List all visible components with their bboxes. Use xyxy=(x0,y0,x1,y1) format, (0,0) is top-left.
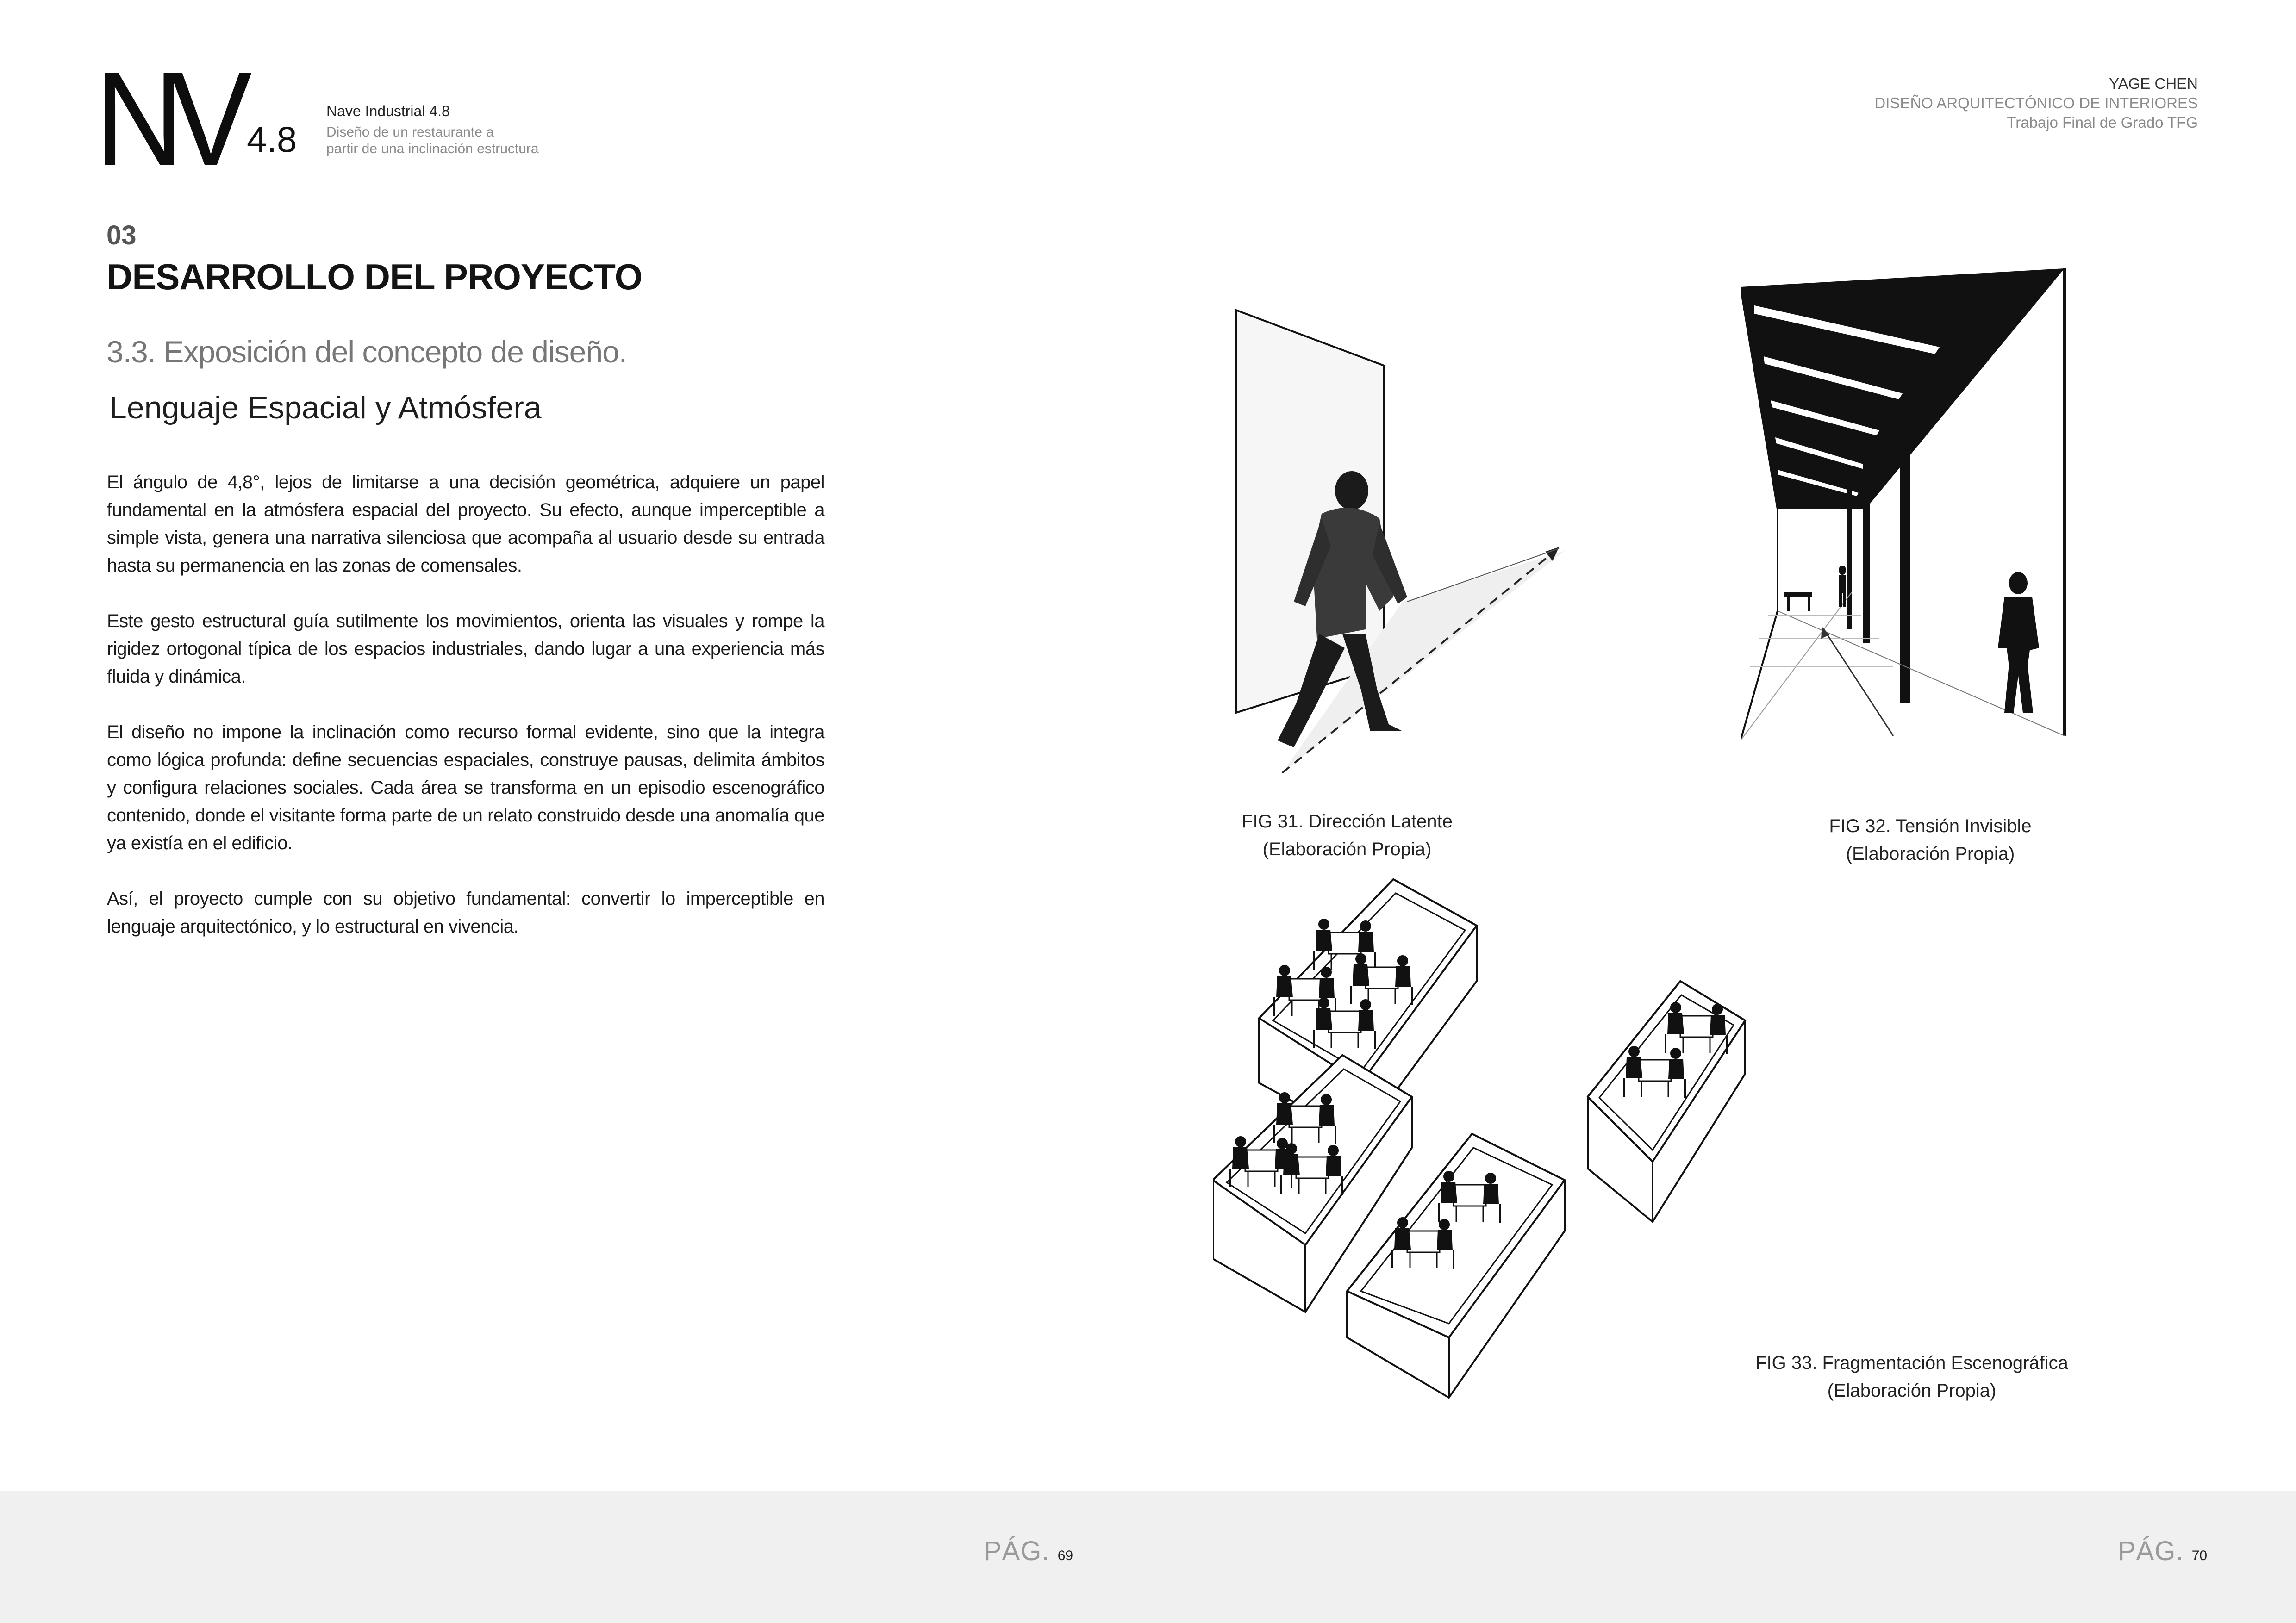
figure-32-title: FIG 32. Tensión Invisible xyxy=(1829,816,2032,836)
figure-31-caption xyxy=(1185,808,1509,863)
author-name: YAGE CHEN xyxy=(2109,75,2198,92)
page-label-right: PÁG. xyxy=(2118,1536,2184,1566)
footer-bar xyxy=(0,1491,2296,1623)
page-num-left: 69 xyxy=(1057,1548,1073,1563)
figure-31-illustration xyxy=(1213,296,1592,810)
figure-33-caption xyxy=(1713,1349,2111,1405)
page-label-left: PÁG. xyxy=(984,1536,1050,1566)
logo-number: 4.8 xyxy=(247,119,297,160)
section-title: DESARROLLO DEL PROYECTO xyxy=(106,256,643,297)
subsection-title: 3.3. Exposición del concepto de diseño. xyxy=(106,335,627,369)
logo-letters: NV xyxy=(95,44,238,194)
project-subtitle-line2: partir de una inclinación estructura xyxy=(326,141,539,156)
project-subtitle xyxy=(326,124,586,157)
figure-32-caption xyxy=(1768,812,2092,868)
paragraph-4: Así, el proyecto cumple con su objetivo fundamental: convertir lo imperceptible en lenguaje arquitectónico, y lo estructural en vivencia. xyxy=(107,889,824,937)
section-number: 03 xyxy=(106,220,137,250)
figure-31-source: (Elaboración Propia) xyxy=(1262,839,1432,859)
dining-box-3 xyxy=(1588,981,1745,1222)
subsection-heading: Lenguaje Espacial y Atmósfera xyxy=(109,390,542,425)
paragraph-2: Este gesto estructural guía sutilmente los movimientos, orienta las visuales y rompe la rigidez ortogonal típica de los espacios industriales, dando lugar a una experiencia más fluida y dinámica. xyxy=(107,611,824,687)
header-meta xyxy=(1874,74,2198,132)
figure-33-source: (Elaboración Propia) xyxy=(1827,1380,1997,1401)
figure-32-illustration xyxy=(1741,241,2074,745)
project-subtitle-line1: Diseño de un restaurante a xyxy=(326,124,494,140)
paragraph-3: El diseño no impone la inclinación como recurso formal evidente, sino que la integra como lógica profunda: define secuencias espaciales, construye pausas, delimita ámbitos y configura relaciones sociales. Cada área se transforma en un episodio escenográfico contenido, donde el visitante forma parte de un relato construido desde una anomalía que ya existía en el edificio. xyxy=(107,722,824,853)
figure-31-title: FIG 31. Dirección Latente xyxy=(1242,811,1453,832)
figure-33-illustration xyxy=(1213,861,1759,1407)
body-text xyxy=(107,468,824,968)
paragraph-1: El ángulo de 4,8°, lejos de limitarse a una decisión geométrica, adquiere un papel fundamental en la atmósfera espacial del proyecto. Su efecto, aunque imperceptible a simple vista, genera una narrativa silenciosa que acompaña al usuario desde su entrada hasta su permanencia en las zonas de comensales. xyxy=(107,472,824,576)
page-num-right: 70 xyxy=(2191,1548,2208,1563)
figure-32-source: (Elaboración Propia) xyxy=(1846,844,2015,864)
project-title: Nave Industrial 4.8 xyxy=(326,103,450,119)
page-number-left xyxy=(984,1536,1073,1567)
figure-33-title: FIG 33. Fragmentación Escenográfica xyxy=(1755,1353,2068,1373)
work-type: Trabajo Final de Grado TFG xyxy=(2007,114,2198,131)
page-number-right xyxy=(2118,1536,2207,1567)
department: DISEÑO ARQUITECTÓNICO DE INTERIORES xyxy=(1874,94,2198,112)
